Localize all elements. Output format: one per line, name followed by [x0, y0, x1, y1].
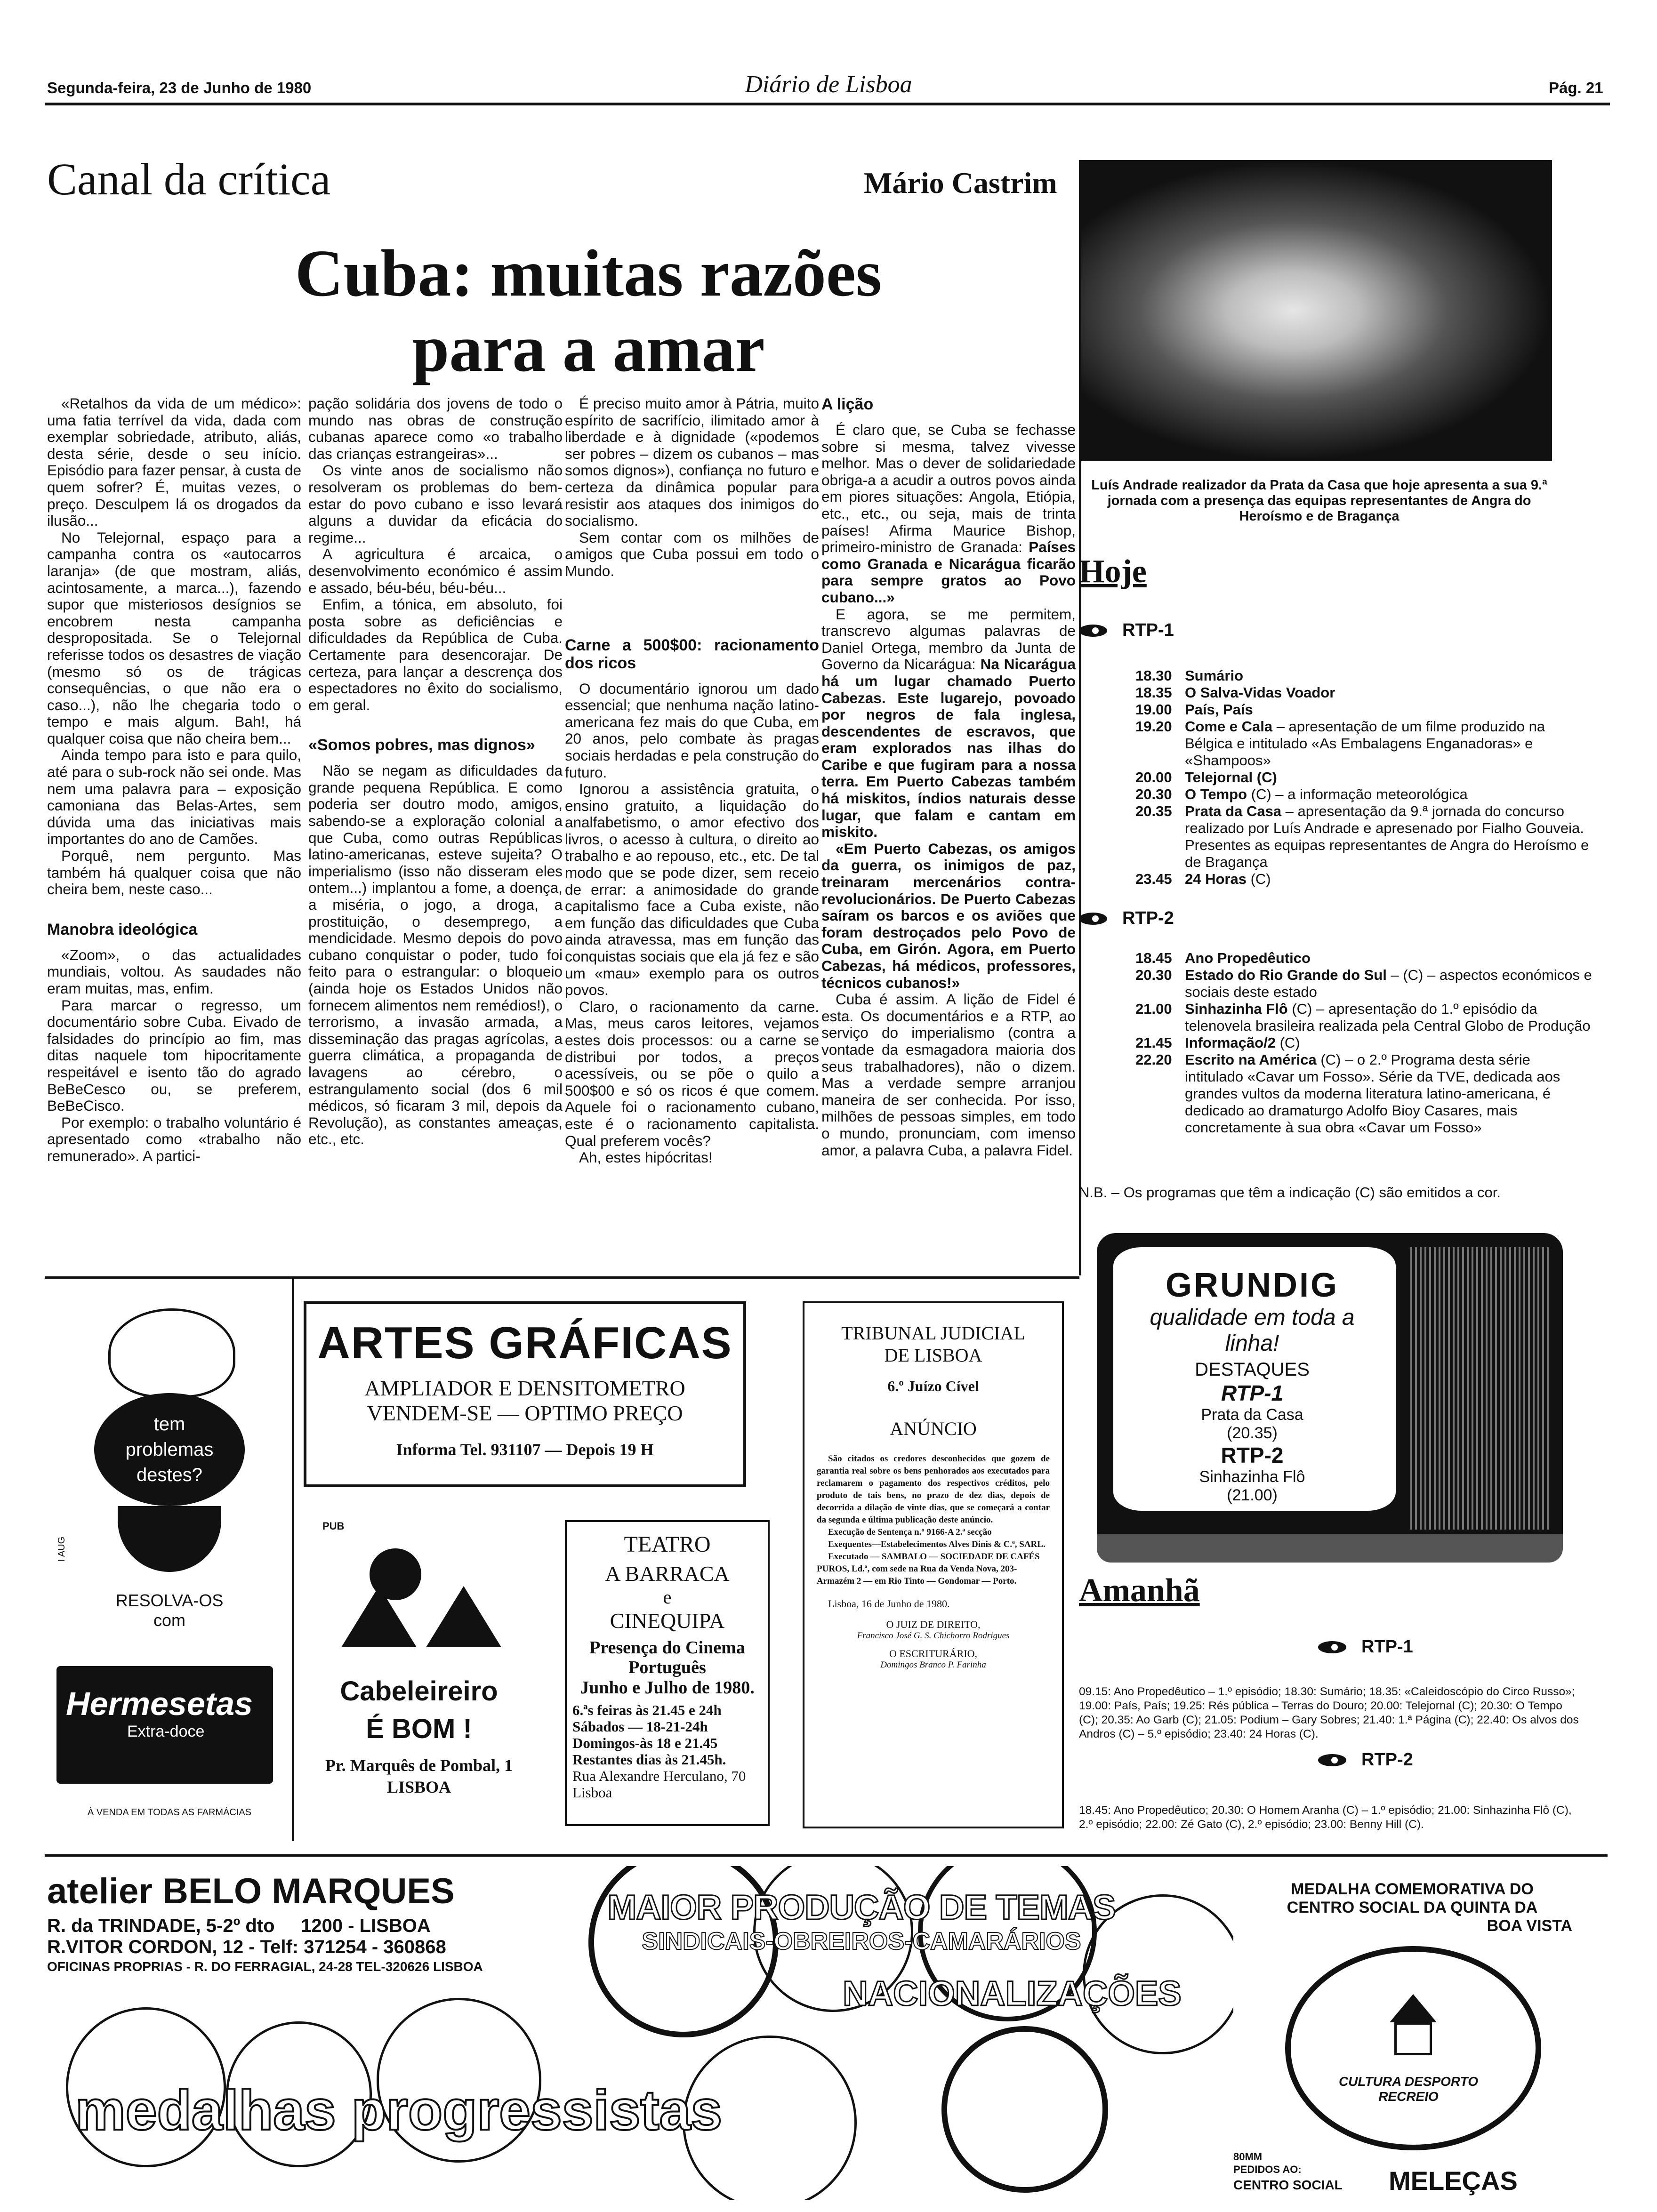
program: [1185, 667, 1592, 684]
tribunal-sig1: O JUIZ DE DIREITO,: [886, 1619, 981, 1630]
slogan: qualidade em toda a linha!: [1150, 1305, 1355, 1356]
slogan-4: medalhas progressistas: [75, 2079, 722, 2142]
teatro-title: TEATRO: [624, 1532, 711, 1557]
time: 18.35: [1135, 684, 1172, 701]
teatro-l4: Presença do Cinema Português: [589, 1638, 745, 1677]
hermesetas-footer: À VENDA EM TODAS AS FARMÁCIAS: [87, 1807, 252, 1818]
tribunal-date: Lisboa, 16 de Junho de 1980.: [828, 1598, 950, 1610]
bottom-band-rule: [45, 1854, 1608, 1857]
rtp1-time: (20.35): [1227, 1424, 1278, 1442]
eye-icon: [1079, 910, 1117, 928]
masthead: Diário de Lisboa: [745, 71, 912, 98]
salon-addr2: LISBOA: [386, 1778, 451, 1796]
paragraph: Ainda tempo para isto e para quilo, até para o sub-rock não sei onde. Mas nem uma palavra para – exposição camoniana das Belas-Artes, sem dúvida uma das iniciativas mais importantes do ano de Camões.: [47, 746, 301, 848]
program: [1185, 950, 1592, 967]
paragraph: «Em Puerto Cabezas, os amigos da guerra, os inimigos de paz, treinaram mercenários contra-revolucionários. De Puerto Cabezas saíram os barcos e os aviões que foram destroçados pelo Povo de Cuba, em Girón. Agora, em Puerto Cabezas, há médicos, professores, técnicos cubanos!»: [821, 840, 1076, 991]
tribunal-body4: Executado — SAMBALO — SOCIEDADE DE CAFÉS PUROS, Ld.ª, com sede na Rua da Venda Nova, 203-Armazém 2 — em Rio Tinto — Gondomar — Porto.: [817, 1552, 1040, 1586]
article-column-4: [821, 395, 1076, 1266]
teatro-l3: CINEQUIPA: [610, 1609, 725, 1633]
paragraph: [821, 606, 1076, 841]
quote-bold: Na Nicarágua há um lugar chamado Puerto Cabezas. Este lugarejo, povoado por negros de fala inglesa, descendentes de escravos, que eram explorados nas ilhas do Caribe e que fugiram para a nossa terra. Em Puerto Cabezas também há miskitos, índios naturais desse lugar, que falam e cantam em miskito.: [821, 656, 1076, 841]
medalha-ad: [1233, 1871, 1591, 2200]
tribunal-body3: Exequentes—Estabelecimentos Alves Dinis & C.ª, SARL.: [828, 1539, 1046, 1549]
program-title: O Tempo: [1185, 786, 1247, 802]
time: 21.45: [1135, 1034, 1172, 1051]
program-title: Sinhazinha Flô: [1185, 1001, 1288, 1017]
figure-body: [118, 1506, 221, 1572]
program-title: Sumário: [1185, 667, 1244, 684]
program-desc: (C) – apresentação do 1.º episódio da telenovela brasileira realizada pela Central Globo de Produção: [1185, 1001, 1591, 1034]
color-note: N.B. – Os programas que têm a indicação (C) são emitidos a cor.: [1079, 1184, 1501, 1201]
rtp1-show: Prata da Casa: [1201, 1406, 1303, 1424]
slogan-2: SINDICAIS-OBREIROS-CAMARÁRIOS: [642, 1928, 1081, 1955]
article-column-3: [565, 395, 819, 1266]
slogan-1: MAIOR PRODUÇÃO DE TEMAS: [607, 1888, 1116, 1927]
medal-emblem: [1285, 1946, 1541, 2150]
program-desc: (C) – a informação meteorológica: [1247, 786, 1468, 802]
rtp2-schedule: [1135, 950, 1592, 1136]
program: [1185, 1051, 1592, 1136]
belo-marques-ad: [47, 1866, 1233, 2200]
teatro-l10: Rua Alexandre Herculano, 70: [572, 1768, 746, 1784]
teatro-l8: Domingos-às 18 e 21.45: [572, 1735, 718, 1751]
amanha-rtp2-text: 18.45: Ano Propedêutico; 20.30: O Homem Aranha (C) – 1.º episódio; 21.00: Sinhazinha Flô (C), 2.º episódio; 22.00: Zé Gato (C), 2.º episódio; 23.00: Benny Hill (C).: [1079, 1804, 1572, 1831]
address-3: OFICINAS PROPRIAS - R. DO FERRAGIAL, 24-28 TEL-320626 LISBOA: [47, 1959, 483, 1974]
paragraph: É preciso muito amor à Pátria, muito espírito de sacrifício, ilimitado amor à liberdade e à dignidade («podemos ser pobres – dizem os cubanos – mas somos dignos»), confiança no futuro e certeza da dinâmica popular para resistir aos ataques dos inimigos do socialismo.: [565, 395, 819, 529]
assistance: ASSISTÊNCIA TÉCNICA telef: 2112871: [1120, 1511, 1384, 1526]
paragraph: Por exemplo: o trabalho voluntário é apresentado como «trabalho não remunerado». A partici-: [47, 1114, 301, 1164]
amanha-rtp2-logo: [1318, 1750, 1413, 1770]
medalha-t3: BOA VISTA: [1487, 1917, 1572, 1935]
hermesetas-box: [56, 1666, 273, 1784]
paragraph: Enfim, a tónica, em absoluto, foi posta sobre as deficiências e dificuldades da República de Cuba. Certamente para desencorajar. De certeza, para lançar a descrença dos espectadores no êxito do socialismo, em geral.: [308, 596, 563, 713]
address-1: R. da TRINDADE, 5-2º dto 1200 - LISBOA: [47, 1915, 431, 1936]
medalha-f4: MELEÇAS: [1389, 2166, 1518, 2196]
subheading: «Somos pobres, mas dignos»: [308, 736, 535, 754]
address-2: R.VITOR CORDON, 12 - Telf: 371254 - 360868: [47, 1937, 446, 1957]
eye-icon: [1318, 1751, 1356, 1769]
teatro-ad: [565, 1520, 770, 1826]
teatro-l5: Junho e Julho de 1980.: [580, 1678, 755, 1698]
header-rule: [45, 103, 1610, 105]
schedule-row: [1135, 786, 1592, 803]
teatro-l2: e: [663, 1587, 672, 1608]
paragraph: Ah, estes hipócritas!: [579, 1149, 713, 1166]
issue-date: Segunda-feira, 23 de Junho de 1980: [47, 79, 312, 96]
resolva-text: RESOLVA-OS com: [115, 1591, 224, 1630]
ads-vertical-rule: [292, 1279, 294, 1841]
paragraph: Para marcar o regresso, um documentário sobre Cuba. Eivado de falsidades do princípio ao fim, mas ditas naquele tom hipocritamente respeitável e isento tão do agrado BeBeCesco ou, se preferem, BeBeCisco.: [47, 996, 301, 1114]
schedule-row: [1135, 684, 1592, 701]
portrait-photo: [1081, 160, 1552, 461]
text: É claro que, se Cuba se fechasse sobre si mesma, talvez vivesse melhor. Mas o dever de solidariedade obriga-a a acudir a outros povos ainda em piores situações: Angola, Etiópia, etc., etc., ou seja, mais de trinta países! Afirma Maurice Bishop, primeiro-ministro de Granada:: [821, 421, 1076, 556]
paragraph: [821, 422, 1076, 606]
tribunal-t2: DE LISBOA: [884, 1345, 982, 1366]
medalha-f2: PEDIDOS AO:: [1233, 2164, 1302, 2175]
page-number: Pág. 21: [1549, 79, 1603, 96]
subheading: A lição: [821, 395, 874, 413]
program-title: Informação/2: [1185, 1034, 1276, 1051]
schedule-row: [1135, 1034, 1592, 1051]
rtp2-time: (21.00): [1227, 1486, 1278, 1504]
schedule-row: [1135, 967, 1592, 1001]
destaques: DESTAQUES: [1195, 1359, 1310, 1380]
turban-figure: [108, 1308, 235, 1398]
paragraph: Os vinte anos de socialismo não resolveram os problemas do bem-estar do povo cubano e isso levará alguns a duvidar da eficácia do regime...: [308, 462, 563, 546]
program-title: Come e Cala: [1185, 718, 1273, 735]
line1: AMPLIADOR E DENSITOMETRO: [364, 1376, 685, 1400]
rtp1-schedule: [1135, 667, 1592, 888]
paragraph: pação solidária dos jovens de todo o mundo nas obras de construção cubanas aparece como «o trabalho das crianças estrangeiras»...: [308, 395, 563, 462]
text: E agora, se me permitem, transcrevo algumas palavras de Daniel Ortega, membro da Junta de Governo da Nicarágua:: [821, 605, 1076, 673]
program: [1185, 786, 1592, 803]
logo-triangle-2: [426, 1586, 501, 1647]
paragraph: «Zoom», o das actualidades mundiais, voltou. As saudades não eram muitas, mas, enfim.: [47, 946, 301, 997]
quote-bold: Países como Granada e Nicarágua ficarão para sempre gratos ao Povo cubano...»: [821, 538, 1076, 606]
tribunal-body2: Execução de Sentença n.º 9166-A 2.ª secção: [828, 1527, 992, 1537]
house-icon: [1390, 1994, 1437, 2022]
photo-caption: Luís Andrade realizador da Prata da Casa que hoje apresenta a sua 9.ª jornada com a presença das equipas representantes de Angra do Heroísmo e de Bragança: [1091, 478, 1547, 524]
program-desc: (C) – o 2.º Programa desta série intitulado «Cavar um Fosso». Série da TVE, dedicada aos grandes vultos da moderna literatura latino-americana, é dedicado ao dramaturgo Adolfo Bioy Casares, mais concretamente à sua obra «Cavar um Fosso»: [1185, 1051, 1560, 1136]
paragraph: Ignorou a assistência gratuita, o ensino gratuito, a liquidação do analfabetismo, o amor efectivo dos livros, o acesso à cultura, o direito ao trabalho e ao repouso, etc., etc. De tal modo que se pode dizer, sem receio de errar: a animosidade do grande capitalismo face a Cuba existe, não em função das dificuldades que Cuba ainda atravessa, mas em função das conquistas sociais que ela já fez e são um «mau» exemplo para os outros povos.: [565, 780, 819, 999]
schedule-row: [1135, 950, 1592, 967]
paragraph: Porquê, nem pergunto. Mas também há qualquer coisa que não cheira bem, neste caso...: [47, 847, 301, 898]
rtp1-logo: [1079, 620, 1174, 641]
channel-label: RTP-1: [1122, 620, 1174, 640]
line2: VENDEM-SE — OPTIMO PREÇO: [367, 1401, 683, 1425]
tv-stand: [1097, 1534, 1563, 1563]
medalha-f1: 80MM: [1233, 2151, 1263, 2163]
program: [1185, 967, 1592, 1001]
program-desc: – apresentação da 9.ª jornada do concurso realizado por Luís Andrade e apresenado por Fialho Gouveia. Presentes as equipas representantes de Angra do Heroísmo e de Bragança: [1185, 803, 1589, 870]
tribunal-body1: São citados os credores desconhecidos que gozem de garantia real sobre os bens penhorados aos executados para reclamarem o pagamento dos respectivos créditos, pelo produto de tais bens, no prazo de dez dias, depois de decorrida a dilação de vinte dias, que se começará a contar da segunda e última publicação deste anúncio.: [817, 1454, 1050, 1525]
section-title: Canal da crítica: [47, 154, 331, 204]
hoje-title: Hoje: [1079, 553, 1147, 590]
program-title: Estado do Rio Grande do Sul: [1185, 967, 1387, 983]
rtp1-label: RTP-1: [1221, 1381, 1284, 1405]
hermesetas-ad: [47, 1290, 292, 1835]
artes-graficas-ad: [304, 1301, 746, 1487]
program: [1185, 701, 1592, 718]
schedule-row: [1135, 667, 1592, 684]
time: 20.00: [1135, 769, 1172, 785]
emblem-text: CULTURA DESPORTO RECREIO: [1338, 2074, 1479, 2104]
house-body-icon: [1394, 2022, 1432, 2055]
time: 22.20: [1135, 1051, 1172, 1068]
teatro-l1: A BARRACA: [605, 1562, 730, 1586]
headline-line-2: para a amar: [412, 311, 765, 385]
schedule-row: [1135, 803, 1592, 871]
author-byline: Mário Castrim: [864, 166, 1057, 200]
tv-speaker-grille: [1408, 1247, 1549, 1530]
eye-icon: [1318, 1638, 1356, 1656]
headline-line-1: Cuba: muitas razões: [295, 236, 882, 310]
tribunal-sig2-name: Domingos Branco P. Farinha: [880, 1660, 986, 1670]
schedule-row: [1135, 1051, 1592, 1136]
time: 23.45: [1135, 871, 1172, 887]
problem-bubble: [94, 1393, 245, 1506]
line3: Informa Tel. 931107 — Depois 19 H: [396, 1440, 654, 1459]
program: [1185, 871, 1592, 888]
program: [1185, 684, 1592, 701]
channel-label: RTP-2: [1361, 1750, 1413, 1770]
time: 20.30: [1135, 967, 1172, 983]
grundig-text: [1120, 1266, 1384, 1526]
program-title: País, País: [1185, 701, 1253, 718]
tribunal-t4: ANÚNCIO: [890, 1418, 977, 1439]
salon-slogan: É BOM !: [366, 1714, 472, 1744]
teatro-schedule: [567, 1702, 768, 1801]
program-title: Telejornal (C): [1185, 769, 1277, 785]
time: 20.30: [1135, 786, 1172, 802]
program: [1185, 1034, 1592, 1051]
teatro-l6: 6.ªs feiras às 21.45 e 24h: [572, 1702, 722, 1718]
logo-triangle-1: [341, 1586, 417, 1647]
paragraph: A agricultura é arcaica, o desenvolvimento económico é assim e assado, béu-béu, béu-béu...: [308, 545, 563, 596]
teatro-l11: Lisboa: [572, 1784, 612, 1801]
brand: GRUNDIG: [1166, 1266, 1339, 1304]
program-title: Ano Propedêutico: [1185, 950, 1311, 966]
schedule-row: [1135, 769, 1592, 786]
tribunal-notice: [803, 1301, 1064, 1828]
time: 21.00: [1135, 1001, 1172, 1017]
paragraph: No Telejornal, espaço para a campanha contra os «autocarros laranja» (de que mostram, aliás, acintosamente, a marca...), fazendo supor que misteriosos desígnios se encobrem nesta campanha despropositada. Se o Telejornal referisse todos os desastres de viação (mesmo só os de trágicas consequências, o que não era o caso...), não lhe chegaria todo o tempo e mais algum. Bah!, há qualquer coisa que não cheira bem...: [47, 529, 301, 747]
subheading: Carne a 500$00: racionamento dos ricos: [565, 636, 819, 672]
rtp2-label: RTP-2: [1221, 1443, 1284, 1467]
ads-top-rule: [45, 1276, 1079, 1279]
program: [1185, 1001, 1592, 1034]
article-column-1: [47, 395, 301, 1266]
tribunal-t1: TRIBUNAL JUDICIAL: [841, 1322, 1025, 1344]
schedule-row: [1135, 701, 1592, 718]
paragraph: Não se negam as dificuldades da grande pequena República. E como poderia ser doutro modo, amigos, sabendo-se a exploração colonial a que Cuba, como outras Repúblicas latino-americanas, esteve sujeita? O imperialismo (isso não disseram eles ontem...) implantou a fome, a doença, a miséria, o jogo, a droga, a prostituição, o desemprego, a mendicidade. Mesmo depois do povo cubano conquistar o poder, tudo foi feito para o estrangular: o bloqueio (ainda hoje os Estados Unidos não fornecem alimentos nem remédios!), o terrorismo, a invasão armada, a disseminação das pragas agrícolas, a guerra climática, a propaganda de lavagens ao cérebro, o estrangulamento social (dos 6 mil médicos, só ficaram 3 mil, depois da Revolução), as constantes ameaças, etc., etc.: [308, 762, 563, 1148]
slogan-3: NACIONALIZAÇÕES: [843, 1974, 1182, 2013]
schedule-row: [1135, 1001, 1592, 1034]
cabeleireiro-ad: [304, 1520, 534, 1807]
schedule-row: [1135, 871, 1592, 888]
brand: Hermesetas: [66, 1685, 253, 1722]
program-title: Prata da Casa: [1185, 803, 1282, 819]
time: 19.00: [1135, 701, 1172, 718]
medalha-t1: MEDALHA COMEMORATIVA DO: [1291, 1880, 1534, 1898]
teatro-l7: Sábados — 18-21-24h: [572, 1718, 708, 1735]
side-code: I AUG: [56, 1536, 67, 1562]
time: 18.45: [1135, 950, 1172, 966]
subheading: Manobra ideológica: [47, 920, 198, 938]
paragraph: «Retalhos da vida de um médico»: uma fatia terrível da vida, dada com exemplar sobriedade, atributo, aliás, desta série, desde o seu início. Episódio para fazer pensar, à custa de quem sofrer? É, muitas vezes, o preço. Desculpem lá os drogados da ilusão...: [47, 395, 301, 529]
rtp2-logo: [1079, 908, 1174, 929]
tribunal-sig1-name: Francisco José G. S. Chichorro Rodrigues: [857, 1631, 1010, 1641]
atelier-name: atelier BELO MARQUES: [47, 1871, 455, 1911]
program-desc: – (C) – aspectos económicos e sociais deste estado: [1185, 967, 1592, 1000]
program: [1185, 769, 1592, 786]
paragraph: Cuba é assim. A lição de Fidel é esta. Os documentários e a RTP, ao serviço do imperialismo (contra a vontade da esmagadora maioria dos seus trabalhadores), não o dizem. Mas a verdade sempre arranjou maneira de ser conhecida. Por isso, milhões de pessoas simples, em todo o mundo, pronunciam, com imenso amor, a palavra Cuba, a palavra Fidel.: [821, 991, 1076, 1159]
amanha-rtp1-logo: [1318, 1637, 1413, 1657]
program: [1185, 718, 1592, 769]
bubble-text: tem problemas destes?: [125, 1414, 214, 1485]
channel-label: RTP-2: [1122, 908, 1174, 928]
time: 20.35: [1135, 803, 1172, 819]
salon-name: Cabeleireiro: [340, 1676, 498, 1707]
title: ARTES GRÁFICAS: [317, 1318, 732, 1368]
amanha-title: Amanhã: [1079, 1572, 1200, 1609]
paragraph: O documentário ignorou um dado essencial; que nenhuma nação latino-americana fez mais do que Cuba, em 20 anos, pelo combate às pragas sociais herdadas e pela construção do futuro.: [565, 680, 819, 781]
article-column-2: [308, 395, 563, 1266]
pub-label: PUB: [322, 1520, 345, 1532]
program-desc: – apresentação de um filme produzido na Bélgica e intitulado «As Embalagens Enganadoras» e «Shampoos»: [1185, 718, 1545, 769]
program-title: Escrito na América: [1185, 1051, 1317, 1068]
channel-label: RTP-1: [1361, 1637, 1413, 1657]
subbrand: Extra-doce: [127, 1723, 205, 1740]
tribunal-sig2: O ESCRITURÁRIO,: [889, 1648, 977, 1659]
time: 18.30: [1135, 667, 1172, 684]
program-title: 24 Horas: [1185, 871, 1247, 887]
medalha-t2: CENTRO SOCIAL DA QUINTA DA: [1287, 1899, 1538, 1916]
time: 19.20: [1135, 718, 1172, 735]
program-desc: (C): [1246, 871, 1271, 887]
amanha-rtp1-text: 09.15: Ano Propedêutico – 1.º episódio; 18.30: Sumário; 18.35: «Caleidoscópio do Circo Russo»; 19.00: País, País; 19.25: Rés pública – Terras do Douro; 20.00: Telejornal (C); 20.30: O Tempo (C); 20.35: Ao Garb (C); 21.05: Podium – Gary Sobres; 21.40: 1.ª Página (C); 22.40: Os alvos dos Andros (C) – 5.º episódio; 23.40: 24 Horas (C).: [1079, 1685, 1579, 1740]
medalha-f3: CENTRO SOCIAL: [1233, 2178, 1343, 2192]
program-desc: (C): [1275, 1034, 1300, 1051]
program: [1185, 803, 1592, 871]
paragraph: Claro, o racionamento da carne. Mas, meus caros leitores, vejamos estes dois processos: ou a carne se distribui por todos, a preços acessíveis, ou se põe o quilo a 500$00 e só os ricos é que comem. Aquele foi o racionamento cubano, este é o racionamento capitalista. Qual preferem vocês?: [565, 998, 819, 1149]
program-title: O Salva-Vidas Voador: [1185, 684, 1335, 701]
tribunal-t3: 6.º Juízo Cível: [887, 1378, 979, 1395]
eye-icon: [1079, 622, 1117, 640]
teatro-l9: Restantes dias às 21.45h.: [572, 1751, 726, 1768]
paragraph: Sem contar com os milhões de amigos que Cuba possui em todo o Mundo.: [565, 529, 819, 579]
aa-logo: [337, 1548, 506, 1647]
medal-8: [941, 2026, 1108, 2193]
schedule-row: [1135, 718, 1592, 769]
salon-addr1: Pr. Marquês de Pombal, 1: [325, 1756, 513, 1775]
rtp2-show: Sinhazinha Flô: [1199, 1468, 1305, 1486]
